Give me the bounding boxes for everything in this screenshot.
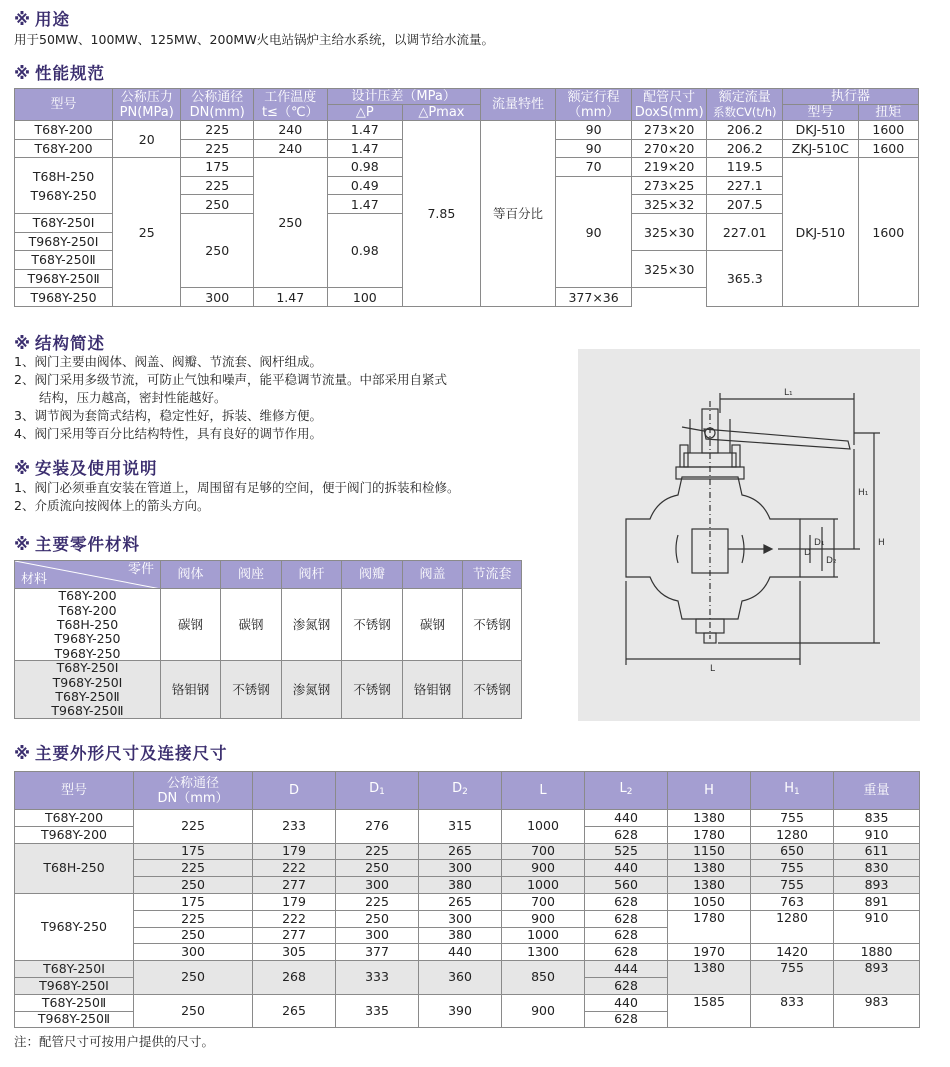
perf-header-dp-group: 设计压差（MPa） (327, 89, 480, 105)
dim-header-dn: 公称通径 DN（mm） (134, 772, 253, 810)
perf-header-model: 型号 (15, 89, 113, 121)
install-item: 2、介质流向按阀体上的箭头方向。 (14, 498, 210, 513)
materials-corner-header: 零件 材料 (15, 561, 161, 589)
mat-header-part: 阀盖 (403, 561, 463, 589)
footnote: 注：配管尺寸可按用户提供的尺寸。 (14, 1034, 215, 1049)
table-row: T68Y-200 20 225 240 1.47 7.85 等百分比 90 273×20 206.2 DKJ-510 1600 (15, 121, 919, 140)
perf-header-cv: 额定流量 系数CV(t/h) (707, 89, 783, 121)
dim-header-h1: $H_1$ (751, 772, 834, 810)
perf-header-stroke: 额定行程 （mm） (556, 89, 632, 121)
perf-header-dp: △P (327, 105, 403, 121)
perf-header-torque: 扭矩 (858, 105, 918, 121)
table-row: T68Y-200 碳钢 碳钢 渗氮钢 不锈钢 碳钢 不锈钢 (15, 589, 522, 603)
materials-table: 零件 材料 阀体 阀座 阀杆 阀瓣 阀盖 节流套 T68Y-200 碳钢 碳钢 渗氮钢 不锈钢 碳钢 不锈钢 T68Y-200 T68H-250 T968Y-250 T968Y-250 T68Y-250Ⅰ 铬钼钢 不锈钢 渗氮钢 不锈钢 铬钼钢 不锈钢 T968Y-250Ⅰ T68Y-250Ⅱ T968Y-250Ⅱ (14, 560, 522, 719)
table-row: 225 0.49 90 273×25 227.1 (15, 176, 919, 195)
perf-header-pmax: △Pmax (403, 105, 481, 121)
dim-header-weight: 重量 (834, 772, 920, 810)
dim-label-d: D (804, 548, 811, 558)
perf-header-pipe: 配管尺寸 DoxS(mm) (631, 89, 707, 121)
dim-label-h1: H₁ (858, 488, 869, 498)
perf-header-flow: 流量特性 (480, 89, 556, 121)
dim-header-d1: $D_1$ (336, 772, 419, 810)
install-title: ※ 安装及使用说明 (14, 459, 158, 478)
structure-item: 3、调节阀为套筒式结构，稳定性好，拆装、维修方便。 (14, 408, 322, 423)
materials-title: ※ 主要零件材料 (14, 535, 141, 554)
valve-drawing (578, 349, 920, 721)
dim-label-l1: L₁ (784, 388, 793, 398)
table-row: 250 277 300 380 1000 628 (15, 927, 920, 944)
usage-title: ※ 用途 (14, 10, 71, 29)
table-row: T68H-250 175 179 225 265 700 525 1150 650 611 (15, 843, 920, 860)
table-row: T68Y-200 225 233 276 315 1000 440 1380 755 835 (15, 810, 920, 827)
table-row: T968Y-250Ⅱ (15, 269, 919, 288)
dim-header-l: L (502, 772, 585, 810)
perf-header-temp: 工作温度 t≤（℃） (253, 89, 327, 121)
structure-item: 2、阀门采用多级节流，可防止气蚀和噪声，能平稳调节流量。中部采用自紧式 (14, 372, 447, 387)
dim-header-l2: $L_2$ (585, 772, 668, 810)
table-row: T68Y-250Ⅰ 250 0.98 325×30 227.01 (15, 213, 919, 232)
dim-label-d1: D₁ (814, 538, 825, 548)
perf-header-dn: 公称通径 DN(mm) (181, 89, 254, 121)
table-row: T968Y-250Ⅱ 628 (15, 1011, 920, 1028)
structure-item: 1、阀门主要由阀体、阀盖、阀瓣、节流套、阀杆组成。 (14, 354, 322, 369)
table-row: T68Y-250Ⅰ 250 268 333 360 850 444 1380 755 893 (15, 961, 920, 978)
usage-text: 用于50MW、100MW、125MW、200MW火电站锅炉主给水系统，以调节给水流量。 (14, 32, 495, 47)
table-row: 250 1.47 325×32 207.5 (15, 195, 919, 214)
dim-header-h: H (668, 772, 751, 810)
install-item: 1、阀门必须垂直安装在管道上，周围留有足够的空间，便于阀门的拆装和检修。 (14, 480, 460, 495)
structure-item: 结构，压力越高，密封性能越好。 (14, 390, 227, 405)
structure-title: ※ 结构简述 (14, 334, 106, 353)
table-row: T68Y-250Ⅰ 铬钼钢 不锈钢 渗氮钢 不锈钢 铬钼钢 不锈钢 (15, 660, 522, 674)
perf-header-actuator: 执行器 (783, 89, 919, 105)
dimensions-title: ※ 主要外形尺寸及连接尺寸 (14, 744, 228, 763)
perf-header-act-model: 型号 (783, 105, 859, 121)
mat-header-part: 节流套 (463, 561, 522, 589)
mat-header-part: 阀瓣 (342, 561, 403, 589)
table-row: T968Y-200 628 1780 1280 910 (15, 826, 920, 843)
mat-header-part: 阀杆 (282, 561, 342, 589)
table-row: T968Y-250 175 179 225 265 700 628 1050 763 891 (15, 893, 920, 910)
dim-header-model: 型号 (15, 772, 134, 810)
dimensions-table (14, 771, 920, 1028)
table-row: T68H-250 T968Y-250 25 175 250 0.98 70 219×20 119.5 DKJ-510 1600 (15, 158, 919, 177)
mat-header-part: 阀座 (221, 561, 282, 589)
performance-table (14, 88, 919, 307)
table-row: 225 222 250 300 900 628 1780 1280 910 (15, 910, 920, 927)
table-row: 300 305 377 440 1300 628 1970 1420 1880 (15, 944, 920, 961)
table-row: T68Y-250Ⅱ 250 265 335 390 900 440 1585 833 983 (15, 994, 920, 1011)
dim-header-d2: $D_2$ (419, 772, 502, 810)
table-row: T968Y-250Ⅰ 628 (15, 977, 920, 994)
dim-label-d2: D₂ (826, 556, 837, 566)
table-row: T968Y-250 300 1.47 100 377×36 (15, 288, 919, 307)
table-row: 250 277 300 380 1000 560 1380 755 893 (15, 877, 920, 894)
mat-header-part: 阀体 (161, 561, 221, 589)
valve-drawing-svg (578, 349, 920, 721)
dim-label-h: H (878, 538, 885, 548)
table-row: T68Y-250Ⅱ 325×30 365.3 (15, 251, 919, 270)
performance-title: ※ 性能规范 (14, 64, 106, 83)
structure-item: 4、阀门采用等百分比结构特性，具有良好的调节作用。 (14, 426, 322, 441)
dim-label-l: L (710, 664, 716, 674)
perf-header-pn: 公称压力 PN(MPa) (113, 89, 181, 121)
table-row: 225 222 250 300 900 440 1380 755 830 (15, 860, 920, 877)
table-row: T968Y-250Ⅰ (15, 232, 919, 251)
table-row: T68Y-200 225 240 1.47 90 270×20 206.2 ZKJ-510C 1600 (15, 139, 919, 158)
dim-header-d: D (253, 772, 336, 810)
